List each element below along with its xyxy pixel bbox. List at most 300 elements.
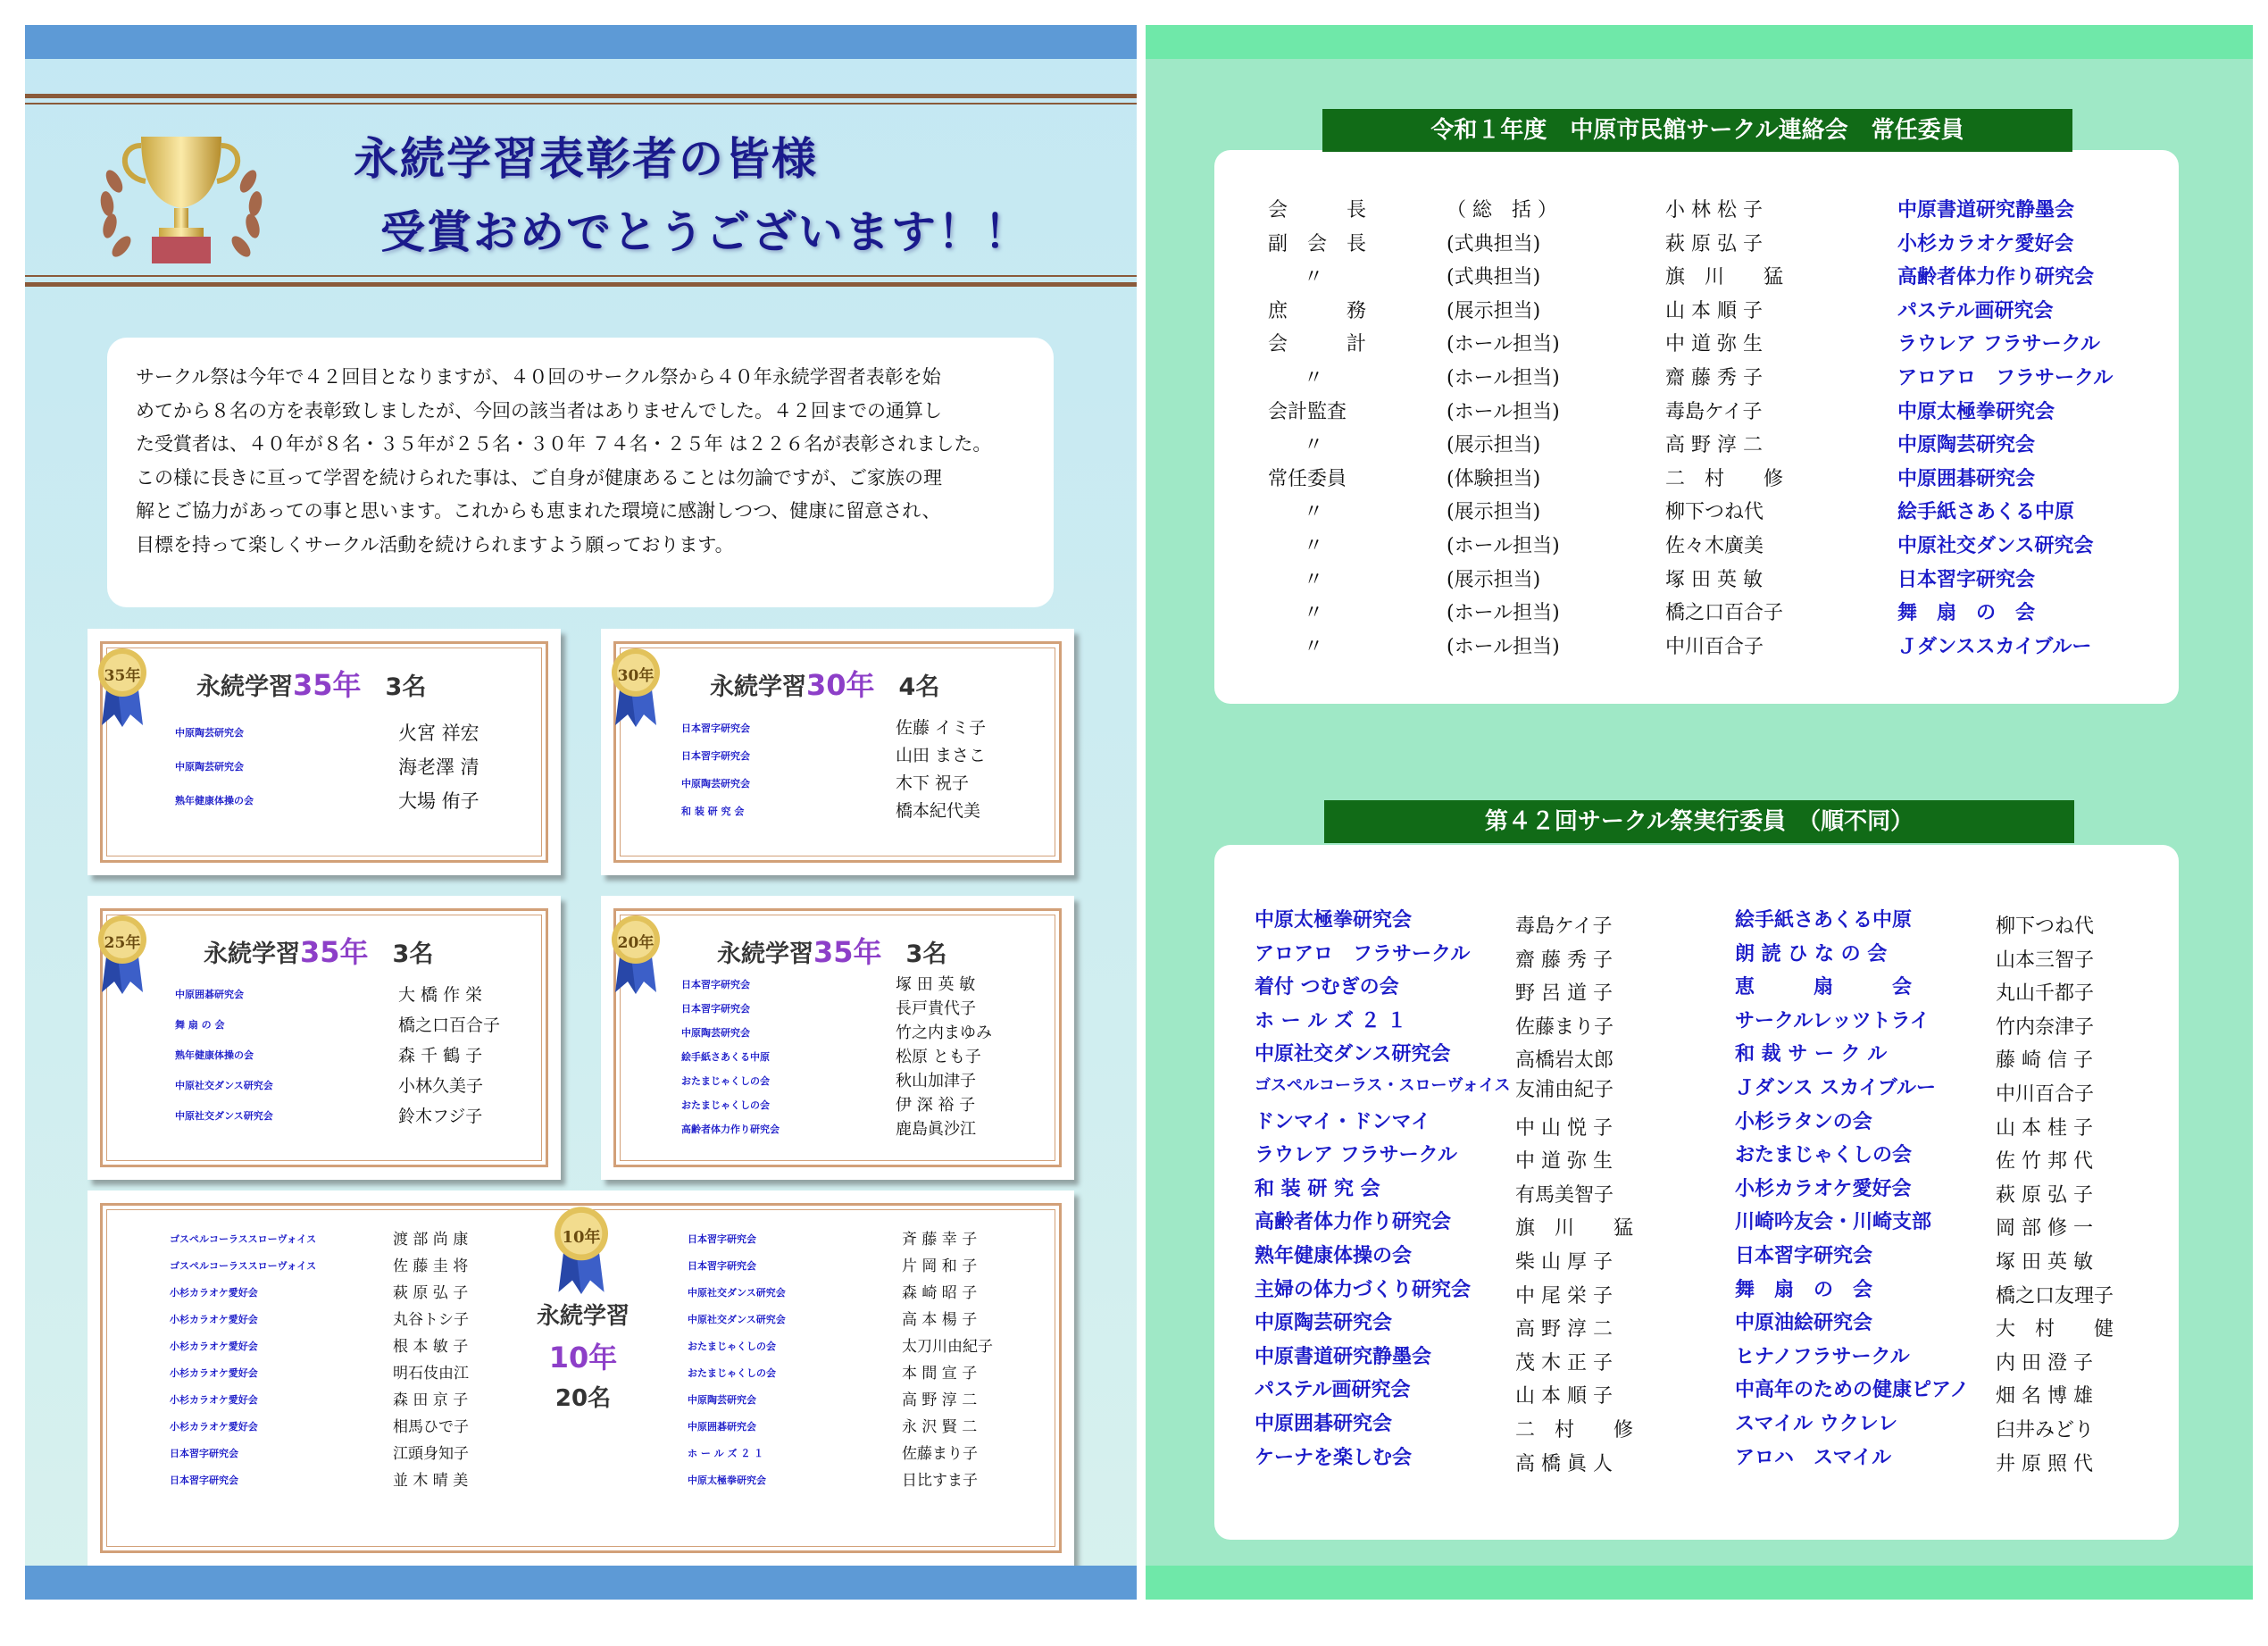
- circle-name: ホ ー ル ズ ２ １: [688, 1448, 764, 1459]
- committee-row: [1268, 262, 2147, 289]
- page-title-line2: 受賞おめでとうございます！！: [380, 206, 1030, 258]
- person-name: 高 本 楊 子: [902, 1311, 978, 1329]
- committee-duty: (体験担当): [1447, 467, 1541, 490]
- committee-role: 副 会 長: [1268, 232, 1367, 255]
- list-item: [688, 1387, 993, 1414]
- list-item: [170, 1467, 469, 1494]
- exec-circle: 舞 扇 の 会: [1735, 1277, 1873, 1301]
- person-name: 橋本紀代美: [896, 801, 981, 821]
- exec-member: 毒島ケイ子: [1515, 915, 1613, 938]
- circle-name: 中原陶芸研究会: [688, 1394, 756, 1406]
- award-prefix: 永続学習: [710, 673, 806, 701]
- list-item: [688, 1253, 993, 1280]
- person-name: 小林久美子: [398, 1076, 484, 1096]
- committee-role: 〃: [1304, 434, 1324, 457]
- committee-circle: 中原書道研究静墨会: [1897, 198, 2075, 221]
- intro-text: [107, 338, 1054, 607]
- list-item: [170, 1387, 469, 1414]
- medal-label: 10年: [562, 1228, 601, 1247]
- committee-circle: 小杉カラオケ愛好会: [1897, 231, 2074, 255]
- award-20-list: [681, 973, 992, 1141]
- circle-name: 日本習字研究会: [688, 1233, 756, 1245]
- list-item: [688, 1414, 993, 1441]
- medal-icon: [552, 1205, 611, 1294]
- award-years: 35年: [300, 935, 369, 969]
- exec-circle: 朗 読 ひ な の 会: [1735, 941, 1888, 965]
- person-name: 海老澤 清: [398, 756, 479, 778]
- list-item: [688, 1360, 993, 1387]
- committee-name: 高 野 淳 二: [1665, 434, 1763, 457]
- list-item: [681, 1045, 992, 1069]
- list-item: [681, 770, 986, 798]
- person-name: 渡 部 尚 康: [393, 1231, 469, 1249]
- list-item: [688, 1333, 993, 1360]
- exec-row: [1255, 1107, 1613, 1141]
- person-name: 斉 藤 幸 子: [902, 1231, 978, 1249]
- exec-circle: 熟年健康体操の会: [1255, 1244, 1413, 1267]
- person-name: 竹之内まゆみ: [896, 1024, 992, 1042]
- circle-name: 中原太極拳研究会: [688, 1475, 766, 1486]
- circle-name: 中原社交ダンス研究会: [175, 1110, 273, 1122]
- exec-row: [1255, 1341, 1613, 1375]
- person-name: 伊 深 裕 子: [896, 1096, 976, 1115]
- circle-name: 日本習字研究会: [681, 1003, 750, 1015]
- circle-name: おたまじゃくしの会: [688, 1367, 776, 1379]
- person-name: 日比すま子: [902, 1472, 978, 1490]
- exec-member: 柳下つね代: [1996, 915, 2095, 938]
- circle-name: 熟年健康体操の会: [175, 1049, 254, 1061]
- circle-name: 絵手紙さあくる中原: [681, 1051, 770, 1063]
- circle-name: 日本習字研究会: [681, 723, 750, 734]
- committee-duty: (ホール担当): [1447, 367, 1560, 389]
- person-name: 佐藤 イミ子: [896, 718, 987, 738]
- exec-circle: 和 裁 サ ー ク ル: [1735, 1042, 1888, 1066]
- list-item: [175, 750, 479, 784]
- committee-name: 毒島ケイ子: [1665, 400, 1763, 423]
- person-name: 江頭身知子: [393, 1445, 469, 1463]
- exec-circle: 中原太極拳研究会: [1255, 908, 1413, 932]
- exec-circle: 高齢者体力作り研究会: [1255, 1210, 1452, 1234]
- person-name: 鹿島眞沙江: [896, 1120, 976, 1139]
- person-name: 森 田 京 子: [393, 1391, 469, 1409]
- exec-row: [1255, 1207, 1633, 1241]
- committee-duty: (展示担当): [1447, 568, 1541, 591]
- circle-name: 小杉カラオケ愛好会: [170, 1367, 258, 1379]
- person-name: 森 千 鶴 子: [398, 1046, 483, 1065]
- exec-circle: 中原書道研究静墨会: [1255, 1344, 1432, 1368]
- exec-circle: 小杉ラタンの会: [1735, 1109, 1872, 1133]
- exec-circle: 中原陶芸研究会: [1255, 1311, 1393, 1335]
- committee-circle: 絵手紙さあくる中原: [1897, 500, 2075, 524]
- exec-member: 橋之口友理子: [1996, 1284, 2114, 1308]
- list-item: [688, 1467, 993, 1494]
- exec-row: [1735, 939, 2094, 973]
- award-30-card: [601, 629, 1074, 875]
- list-item: [170, 1441, 469, 1467]
- circle-name: おたまじゃくしの会: [681, 1075, 770, 1087]
- list-item: [170, 1333, 469, 1360]
- intro-line: た受賞者は、４０年が８名・３５年が２５名・３０年 ７４名・２５年 は２２６名が表彰されました。: [136, 433, 992, 455]
- exec-member: 塚 田 英 敏: [1996, 1251, 2093, 1274]
- list-item: [688, 1226, 993, 1253]
- exec-circle: アロアロ フラサークル: [1255, 941, 1471, 965]
- committee-row: [1268, 531, 2147, 558]
- committee-duty: (展示担当): [1447, 501, 1541, 524]
- exec-member: 高橋岩太郎: [1515, 1049, 1614, 1073]
- person-name: 山田 まさこ: [896, 746, 987, 765]
- exec-member: 二 村 修: [1515, 1419, 1634, 1441]
- person-name: 根 本 敏 子: [393, 1338, 469, 1356]
- exec-member: 藤 崎 信 子: [1996, 1049, 2093, 1073]
- award-count: 4名: [898, 673, 940, 701]
- exec-row: [1735, 972, 2094, 1006]
- exec-circle: 中原社交ダンス研究会: [1255, 1042, 1451, 1066]
- exec-circle: アロハ スマイル: [1735, 1445, 1892, 1469]
- committee-duty: (ホール担当): [1447, 535, 1560, 557]
- award-35-card: [88, 629, 561, 875]
- committee-row: [1268, 597, 2147, 625]
- bottom-border-bar: [25, 1566, 1137, 1600]
- award-years: 35年: [813, 935, 882, 969]
- committee-role: 〃: [1304, 535, 1324, 557]
- circle-name: おたまじゃくしの会: [681, 1099, 770, 1111]
- exec-circle: Ｊダンス スカイブルー: [1735, 1076, 1937, 1099]
- exec-row: [1255, 1374, 1613, 1408]
- committee-name: 萩 原 弘 子: [1665, 232, 1763, 255]
- exec-member: 丸山千都子: [1996, 982, 2095, 1006]
- exec-row: [1255, 939, 1613, 973]
- list-item: [688, 1441, 993, 1467]
- committee-duty: (展示担当): [1447, 299, 1541, 322]
- award-10-prefix: 永続学習: [536, 1303, 630, 1330]
- committee-role: 〃: [1304, 501, 1324, 524]
- circle-name: 日本習字研究会: [681, 979, 750, 990]
- person-name: 鈴木フジ子: [398, 1107, 483, 1126]
- committee-circle: 中原太極拳研究会: [1897, 399, 2055, 423]
- intro-line: 解とご協力があっての事と思います。これからも恵まれた環境に感謝しつつ、健康に留意され、: [136, 500, 941, 522]
- award-10-list-left: [170, 1226, 469, 1494]
- circle-name: 中原社交ダンス研究会: [175, 1080, 273, 1091]
- trophy-icon: [88, 119, 275, 288]
- medal-label: 20年: [617, 934, 655, 952]
- exec-row: [1255, 1308, 1613, 1341]
- award-years: 30年: [806, 668, 875, 702]
- circle-name: 中原社交ダンス研究会: [688, 1314, 786, 1325]
- committee-name: 塚 田 英 敏: [1665, 568, 1763, 591]
- exec-circle: パステル画研究会: [1255, 1378, 1411, 1402]
- divider: [25, 103, 1137, 104]
- person-name: 佐 藤 圭 将: [393, 1257, 469, 1275]
- exec-row: [1735, 1241, 2093, 1274]
- exec-row: [1735, 1408, 2094, 1442]
- committee-role: 〃: [1304, 367, 1324, 389]
- circle-name: 日本習字研究会: [170, 1475, 238, 1486]
- intro-line: めてから８名の方を表彰致しましたが、今回の該当者はありませんでした。４２回までの通算し: [136, 399, 942, 422]
- circle-name: 小杉カラオケ愛好会: [170, 1314, 258, 1325]
- list-item: [688, 1307, 993, 1333]
- committee-role: 〃: [1304, 635, 1324, 658]
- committee-role: 〃: [1304, 602, 1324, 625]
- exec-row: [1735, 1039, 2093, 1073]
- exec-circle: ドンマイ・ドンマイ: [1255, 1109, 1431, 1133]
- divider: [25, 94, 1137, 98]
- exec-row: [1255, 1442, 1613, 1476]
- exec-row: [1255, 1140, 1613, 1174]
- list-item: [688, 1280, 993, 1307]
- medal-label: 30年: [617, 667, 655, 685]
- committee-circle: ラウレア フラサークル: [1897, 332, 2100, 356]
- page-title-line1: 永続学習表彰者の皆様: [354, 133, 818, 185]
- award-10-card: [88, 1191, 1074, 1566]
- list-item: [170, 1414, 469, 1441]
- exec-row: [1255, 1039, 1613, 1073]
- circle-name: ゴスペルコーラススローヴォイス: [170, 1233, 317, 1245]
- committee-role: 会 長: [1268, 199, 1367, 221]
- divider: [25, 282, 1137, 287]
- exec-circle: 川崎吟友会・川崎支部: [1735, 1210, 1932, 1234]
- list-item: [170, 1360, 469, 1387]
- exec-circle: 中高年のための健康ピアノ: [1735, 1378, 1970, 1402]
- exec-circle: 着付 つむぎの会: [1255, 975, 1399, 999]
- committee-circle: 舞 扇 の 会: [1897, 601, 2036, 625]
- committee-duty: (ホール担当): [1447, 333, 1560, 356]
- committee-duty: (ホール担当): [1447, 400, 1560, 423]
- exec-circle: 日本習字研究会: [1735, 1244, 1873, 1267]
- exec-member: 畑 名 博 雄: [1996, 1385, 2093, 1408]
- award-30-list: [681, 714, 986, 825]
- committee-duty: (式典担当): [1447, 266, 1541, 289]
- committee-role: 会計監査: [1268, 400, 1347, 423]
- exec-member: 高 橋 眞 人: [1515, 1452, 1613, 1475]
- exec-member: 野 呂 道 子: [1515, 982, 1613, 1006]
- committee-row: [1268, 430, 2147, 457]
- exec-row: [1255, 972, 1613, 1006]
- list-item: [170, 1280, 469, 1307]
- circle-name: 小杉カラオケ愛好会: [170, 1394, 258, 1406]
- committee-row: [1268, 229, 2147, 256]
- exec-member: 友浦由紀子: [1515, 1079, 1614, 1101]
- list-item: [175, 980, 500, 1010]
- person-name: 松原 とも子: [896, 1048, 981, 1066]
- exec-circle: 恵 扇 会: [1735, 975, 1913, 999]
- committee-name: 小 林 松 子: [1665, 199, 1763, 221]
- award-20-title: [717, 930, 946, 971]
- award-25-list: [175, 980, 500, 1132]
- committee-name: 橋之口百合子: [1665, 602, 1784, 625]
- exec-row: [1735, 1140, 2093, 1174]
- person-name: 大 橋 作 栄: [398, 985, 483, 1005]
- person-name: 橋之口百合子: [398, 1015, 501, 1035]
- exec-member: 佐藤まり子: [1515, 1015, 1614, 1039]
- exec-member: 内 田 澄 子: [1996, 1351, 2093, 1374]
- committee-name: 山 本 順 子: [1665, 299, 1763, 322]
- right-page: [1146, 25, 2253, 1600]
- committee-circle: Ｊダンススカイブルー: [1897, 634, 2092, 658]
- circle-name: 日本習字研究会: [688, 1260, 756, 1272]
- exec-circle: サークルレッツトライ: [1735, 1008, 1930, 1032]
- committee-row: [1268, 329, 2147, 356]
- exec-member: 中 山 悦 子: [1515, 1116, 1613, 1140]
- circle-name: 日本習字研究会: [170, 1448, 238, 1459]
- medal-icon: [610, 914, 662, 994]
- award-25-title: [204, 930, 433, 971]
- circle-name: 中原囲碁研究会: [175, 989, 244, 1000]
- person-name: 大場 侑子: [398, 790, 479, 812]
- committee-name: 二 村 修: [1665, 467, 1784, 490]
- person-name: 秋山加津子: [896, 1072, 976, 1090]
- exec-row: [1735, 1274, 2114, 1308]
- medal-label: 25年: [104, 934, 141, 952]
- person-name: 本 間 宣 子: [902, 1365, 978, 1383]
- list-item: [170, 1307, 469, 1333]
- committee-name: 柳下つね代: [1665, 501, 1764, 524]
- exec-row: [1255, 1408, 1633, 1442]
- circle-name: 小杉カラオケ愛好会: [170, 1341, 258, 1352]
- exec-row: [1735, 905, 2094, 939]
- exec-row: [1735, 1174, 2093, 1207]
- committee-duty: （ 総 括 ）: [1447, 199, 1557, 221]
- intro-line: サークル祭は今年で４２回目となりますが、４０回のサークル祭から４０年永続学習者表彰を始: [136, 366, 941, 388]
- top-border-bar: [1146, 25, 2253, 59]
- committee-duty: (ホール担当): [1447, 635, 1560, 658]
- circle-name: 日本習字研究会: [681, 750, 750, 762]
- award-10-count: 20名: [554, 1385, 612, 1412]
- list-item: [681, 997, 992, 1021]
- divider: [25, 275, 1137, 277]
- person-name: 永 沢 賢 二: [902, 1418, 978, 1436]
- committee-row: [1268, 464, 2147, 491]
- top-border-bar: [25, 25, 1137, 59]
- circle-name: 舞 扇 の 会: [175, 1019, 225, 1031]
- exec-title: 第４２回サークル祭実行委員 （順不同）: [1324, 800, 2074, 843]
- person-name: 並 木 晴 美: [393, 1472, 469, 1490]
- exec-circle: 和 装 研 究 会: [1255, 1176, 1380, 1200]
- person-name: 相馬ひで子: [393, 1418, 469, 1436]
- exec-circle: 主婦の体力づくり研究会: [1255, 1277, 1472, 1301]
- award-years: 35年: [293, 668, 362, 702]
- exec-member: 齋 藤 秀 子: [1515, 948, 1613, 972]
- exec-row: [1255, 905, 1612, 939]
- committee-circle: アロアロ フラサークル: [1897, 366, 2114, 389]
- circle-name: 中原陶芸研究会: [175, 761, 244, 773]
- medal-icon: [96, 647, 148, 727]
- exec-member: 山 本 桂 子: [1996, 1116, 2093, 1140]
- list-item: [681, 1117, 992, 1141]
- committee-name: 中 道 弥 生: [1665, 333, 1763, 356]
- person-name: 長戸貴代子: [896, 999, 976, 1018]
- exec-circle: ケーナを楽しむ会: [1255, 1445, 1413, 1469]
- committee-circle: 日本習字研究会: [1897, 567, 2036, 591]
- committee-role: 常任委員: [1268, 467, 1347, 490]
- committee-row: [1268, 631, 2147, 659]
- committee-name: 中川百合子: [1665, 635, 1764, 658]
- left-page: [25, 25, 1137, 1600]
- committee-role: 〃: [1304, 266, 1324, 289]
- person-name: 森 崎 昭 子: [902, 1284, 978, 1302]
- list-item: [175, 1071, 500, 1101]
- exec-member: 茂 木 正 子: [1515, 1351, 1613, 1374]
- person-name: 片 岡 和 子: [902, 1257, 978, 1275]
- exec-member: 有馬美智子: [1515, 1183, 1614, 1207]
- award-35-title: [196, 663, 426, 704]
- committee-role: 会 計: [1268, 333, 1367, 356]
- exec-member: 中川百合子: [1996, 1083, 2095, 1106]
- circle-name: 中原陶芸研究会: [681, 1027, 750, 1039]
- list-item: [681, 1093, 992, 1117]
- committee-row: [1268, 397, 2147, 424]
- committee-row: [1268, 296, 2147, 323]
- list-item: [175, 1101, 500, 1132]
- exec-row: [1255, 1006, 1613, 1040]
- exec-row: [1255, 1174, 1613, 1207]
- award-count: 3名: [385, 673, 427, 701]
- list-item: [681, 714, 986, 742]
- list-item: [681, 798, 986, 825]
- circle-name: 中原囲碁研究会: [688, 1421, 756, 1433]
- list-item: [681, 742, 986, 770]
- committee-name: 佐々木廣美: [1665, 535, 1764, 557]
- medal-icon: [96, 914, 148, 994]
- exec-member: 中 道 弥 生: [1515, 1150, 1613, 1174]
- award-25-card: [88, 896, 561, 1180]
- person-name: 火宮 祥宏: [398, 723, 479, 744]
- exec-member: 山 本 順 子: [1515, 1385, 1613, 1408]
- exec-circle: 絵手紙さあくる中原: [1735, 908, 1913, 932]
- circle-name: 和 装 研 究 会: [681, 806, 745, 817]
- committee-name: 旗 川 猛: [1665, 266, 1784, 289]
- committee-title: 令和１年度 中原市民館サークル連絡会 常任委員: [1322, 109, 2072, 152]
- exec-circle: ゴスペルコーラス・スローヴォイス: [1255, 1076, 1511, 1095]
- person-name: 佐藤まり子: [902, 1445, 978, 1463]
- person-name: 丸谷トシ子: [393, 1311, 469, 1329]
- person-name: 明石伎由江: [393, 1365, 469, 1383]
- exec-circle: 中原油絵研究会: [1735, 1311, 1873, 1335]
- exec-row: [1735, 1207, 2093, 1241]
- exec-circle: スマイル ウクレレ: [1735, 1412, 1898, 1435]
- committee-row: [1268, 564, 2147, 592]
- exec-circle: ラウレア フラサークル: [1255, 1143, 1457, 1167]
- committee-circle: 高齢者体力作り研究会: [1897, 265, 2095, 289]
- exec-circle: おたまじゃくしの会: [1735, 1143, 1913, 1167]
- committee-duty: (展示担当): [1447, 434, 1541, 457]
- circle-name: 中原陶芸研究会: [175, 727, 244, 739]
- medal-label: 35年: [104, 667, 141, 685]
- award-prefix: 永続学習: [717, 940, 813, 968]
- committee-circle: パステル画研究会: [1897, 298, 2054, 322]
- circle-name: おたまじゃくしの会: [688, 1341, 776, 1352]
- person-name: 萩 原 弘 子: [393, 1284, 469, 1302]
- person-name: 太刀川由紀子: [902, 1338, 993, 1356]
- exec-row: [1735, 1374, 2093, 1408]
- exec-member: 中 尾 栄 子: [1515, 1284, 1613, 1308]
- committee-circle: 中原陶芸研究会: [1897, 433, 2036, 457]
- award-10-years: 10年: [548, 1341, 618, 1374]
- list-item: [175, 716, 479, 750]
- exec-member: 竹内奈津子: [1996, 1015, 2095, 1039]
- exec-row: [1255, 1241, 1613, 1274]
- exec-member: 井 原 照 代: [1996, 1452, 2093, 1475]
- circle-name: ゴスペルコーラススローヴォイス: [170, 1260, 317, 1272]
- committee-row: [1268, 195, 2147, 222]
- committee-row: [1268, 497, 2147, 524]
- medal-icon: [610, 647, 662, 727]
- award-10-list-right: [688, 1226, 993, 1494]
- list-item: [681, 1021, 992, 1045]
- list-item: [175, 1010, 500, 1040]
- exec-circle: ヒナノフラサークル: [1735, 1344, 1910, 1368]
- exec-member: 岡 部 修 一: [1996, 1217, 2093, 1241]
- exec-row: [1255, 1274, 1613, 1308]
